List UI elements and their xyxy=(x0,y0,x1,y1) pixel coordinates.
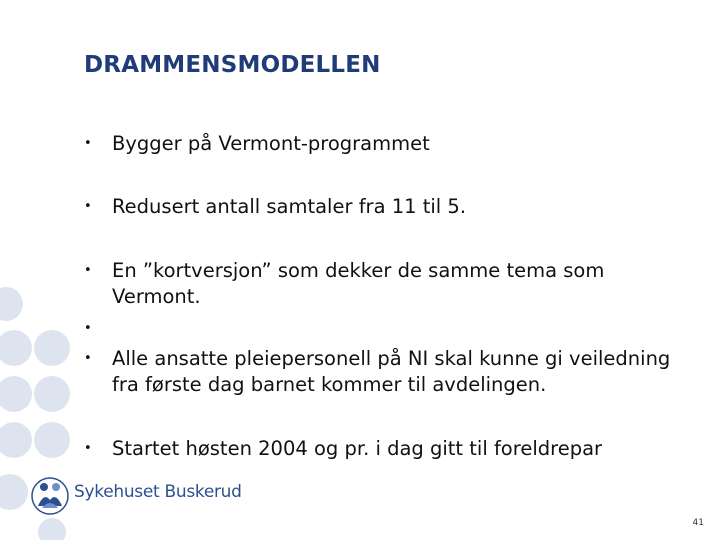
bullet-item xyxy=(84,131,694,157)
deco-circle xyxy=(0,422,32,458)
deco-circle xyxy=(38,518,66,540)
bullet-symbol: • xyxy=(84,441,92,456)
bullet-text: Startet høsten 2004 og pr. i dag gitt til foreldrepar xyxy=(112,437,603,460)
slide-title: DRAMMENSMODELLEN xyxy=(84,52,381,78)
bullet-symbol: • xyxy=(84,351,92,366)
deco-circle xyxy=(0,330,32,366)
bullet-text: En ”kortversjon” som dekker de samme tema som Vermont. xyxy=(112,259,605,308)
deco-circle xyxy=(0,376,32,412)
logo-text: Sykehuset Buskerud xyxy=(74,482,242,502)
bullet-item xyxy=(84,346,694,398)
bullet-symbol: • xyxy=(84,263,92,278)
sykehuset-buskerud-logo-icon xyxy=(30,476,70,516)
deco-circle xyxy=(34,330,70,366)
bullet-symbol: • xyxy=(84,136,92,151)
bullet-text: Alle ansatte pleiepersonell på NI skal kunne gi veiledning fra første dag barnet kommer til avdelingen. xyxy=(112,347,671,396)
bullet-item xyxy=(84,436,694,462)
bullet-text: Redusert antall samtaler fra 11 til 5. xyxy=(112,195,467,218)
bullet-symbol: • xyxy=(84,321,92,336)
deco-circle xyxy=(34,422,70,458)
page-number: 41 xyxy=(692,518,704,528)
deco-circle xyxy=(0,287,23,321)
bullet-item xyxy=(84,194,694,220)
bullet-symbol: • xyxy=(84,199,92,214)
bullet-item xyxy=(84,258,694,310)
deco-circle xyxy=(34,376,70,412)
bullet-text: Bygger på Vermont-programmet xyxy=(112,132,430,155)
deco-circle xyxy=(0,474,28,510)
